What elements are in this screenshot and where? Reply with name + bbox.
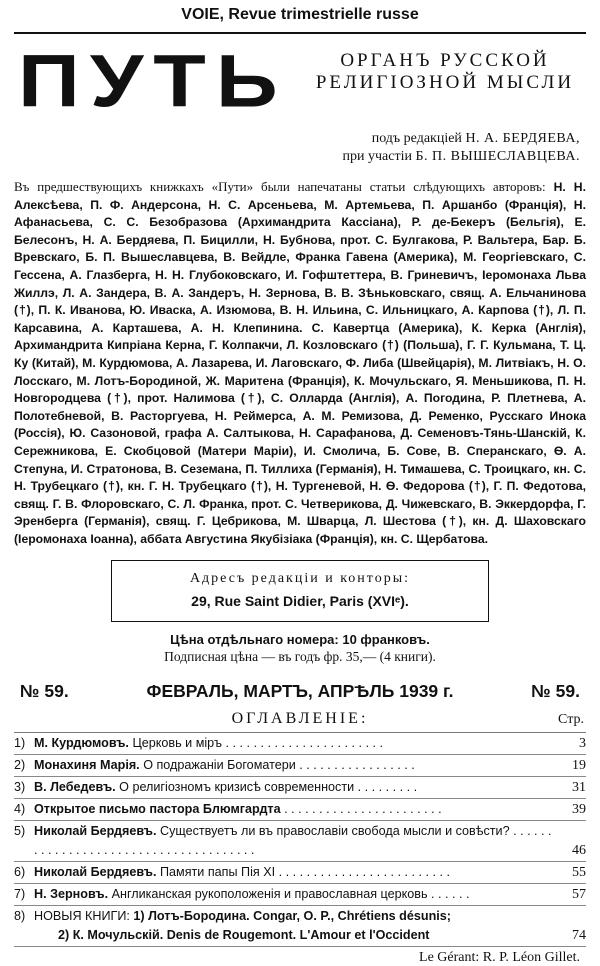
toc-entry-author: Николай Бердяевъ. [34, 824, 157, 839]
toc-entry-number: 7) [14, 887, 26, 902]
toc-entry-number: 8) [14, 909, 26, 924]
authors-paragraph [14, 178, 586, 548]
toc-entry-number: 2) [14, 758, 26, 773]
toc-entry-page: 74 [572, 928, 586, 944]
authors-list: Н. Н. Алексѣева, П. Ф. Андерсона, Н. С. Арсеньева, М. Артемьева, П. Аршанбо (Франція), Н. Афанасьева, С. С. Безобразова (Архимандрита Кассіана), Р. де-Бекеръ (Бельгія), Е. Белесонъ, Н. А. Бердяева, П. Бицилли, Н. Бубнова, прот. С. Булгакова, Р. Вальтера, Бар. Б. Вревскаго, Б. П. Вышеславцева, В. Вейдле, Франка Гавена (Америка), М. Георгіевскаго, С. Гессена, А. Глазберга, Н. Н. Глубоковскаго, И. Гофштеттера, В. Гриневичъ, Іеромонаха Льва Жиллэ, Л. А. Зандера, В. А. Зандеръ, Н. Зернова, В. В. Зѣньковскаго, свящ. А. Ельчанинова (†), П. К. Иванова, Ю. Иваска, А. Изюмова, В. Н. Ильина, С. Ильницкаго, А. Карпова (†), Л. П. Карсавина, А. Карташева, А. Н. Клепинина. С. Кавертца (Америка), К. Керка (Англія), Архимандрита Кипріана Керна, Г. Колпакчи, Л. Козловскаго (†) (Польша), Г. Г. Кульмана, Т. Ц. Ку (Китай), М. Курдюмова, А. Лазарева, И. Лаговскаго, Ф. Либа (Швейцарія), М. Литвіакъ, Н. О. Лосскаго, М. Лотъ-Бородиной, Ж. Маритена (Франція), К. Мочульскаго, Я. Меньшикова, П. Н. Новгородцева (†), прот. Налимова (†), С. Олларда (Англія), А. Погодина, Р. Плетнева, А. Полотебневой, В. Расторгуева, Н. Реймерса, А. М. Ремизова, Д. Ременко, Русскаго Инока (Россія), Ю. Сазоновой, графа А. Салтыкова, Н. Сарафанова, Д. Семеновъ-Тянь-Шанскій, К. Сережникова, Е. Скобцовой (Матери Маріи), И. Смолича, Б. Сове, В. Сперанскаго, Ѳ. А. Степуна, И. Стратонова, В. Сеземана, П. Тиллиха (Германія), Н. Тимашева, С. Троицкаго, кн. С. Н. Трубецкаго (†), кн. Г. Н. Трубецкаго (†), Н. Тургеневой, Н. Ѳ. Федорова (†), Г. П. Федотова, свящ. Г. В. Флоровскаго, С. Л. Франка, прот. С. Четверикова, Д. Чижевскаго, В. Эккердорфа, Г. Эренберга (Германія), свящ. Г. Цебрикова, М. Шварца, Л. Шестова (†), кн. Д. Шаховскаго (Іеромонаха Іоанна), аббата Августина Якубізіака (Франція), кн. С. Щербатова. [14, 180, 586, 546]
address-box [111, 560, 489, 622]
toc-entry-title: О религіозномъ кризисѣ современности . . . . . . . . . [119, 780, 418, 795]
address-value: 29, Rue Saint Didier, Paris (XVIᵉ). [191, 593, 409, 610]
authors-lead: Въ предшествующихъ книжкахъ «Пути» были напечатаны статьи слѣдующихъ авторовъ: [14, 179, 546, 194]
issue-number-right: № 59. [531, 681, 580, 702]
toc-entry [14, 821, 586, 862]
journal-subtitle-latin: VOIE, Revue trimestrielle russe [181, 6, 419, 23]
masthead [14, 40, 586, 128]
toc-entry-page: 46 [572, 843, 586, 859]
tagline-line1: ОРГАНЪ РУССКОЙ [340, 50, 550, 71]
toc-entry-title: . . . . . . . . . . . . . . . . . . . . . . . [284, 802, 442, 817]
toc-entry-number: 6) [14, 865, 26, 880]
toc-entry-author: Николай Бердяевъ. [34, 865, 157, 880]
toc-entry-number: 1) [14, 736, 26, 751]
toc-entry [14, 799, 586, 821]
toc-entry-title: Памяти папы Пія XI . . . . . . . . . . . . . . . . . . . . . . . . . [160, 865, 451, 880]
toc-entry-number: 3) [14, 780, 26, 795]
top-rule [14, 32, 586, 34]
editor-prefix: подъ редакціей [371, 131, 462, 146]
toc-entry-title: Церковь и міръ . . . . . . . . . . . . . . . . . . . . . . . [132, 736, 383, 751]
participation-prefix: при участіи [342, 149, 412, 164]
toc-entry-page: 57 [572, 887, 586, 903]
toc-entry-author: Открытое письмо пастора Блюмгардта [34, 802, 281, 817]
toc-entry-title: Существуетъ ли въ православіи свобода мысли и совѣсти? . . . . . . . . . . . . . . . . . . . . . . . . . . . . . . . . . . . . . . [34, 824, 552, 858]
new-books-item-2: 2) К. Мочульскій. Denis de Rougemont. L'Amour et l'Occident [58, 928, 430, 943]
toc-entry-title: О подражаніи Богоматери . . . . . . . . . . . . . . . . . [143, 758, 415, 773]
toc-entry [14, 733, 586, 755]
participation-name: Б. П. ВЫШЕСЛАВЦЕВА. [415, 149, 580, 164]
editor-name: Н. А. БЕРДЯЕВА, [465, 131, 580, 146]
tagline-line2: РЕЛИГІОЗНОЙ МЫСЛИ [315, 72, 575, 93]
toc-entry-page: 19 [572, 758, 586, 774]
gerant-line: Le Gérant: R. P. Léon Gillet. [419, 950, 580, 966]
issue-number-left: № 59. [20, 681, 69, 702]
address-label: Адресъ редакціи и конторы: [189, 571, 411, 587]
toc-page-header: Стр. [558, 712, 584, 728]
toc-header [14, 710, 586, 732]
new-books-label: НОВЫЯ КНИГИ: [34, 909, 130, 924]
toc-entry-page: 3 [579, 736, 586, 752]
toc-entry [14, 755, 586, 777]
table-of-contents [14, 732, 586, 947]
editor-block [14, 130, 586, 166]
issue-dates: ФЕВРАЛЬ, МАРТЪ, АПРѢЛЬ 1939 г. [146, 681, 454, 702]
toc-entry-number: 4) [14, 802, 26, 817]
toc-entry [14, 884, 586, 906]
toc-entry [14, 777, 586, 799]
toc-entry-author: М. Курдюмовъ. [34, 736, 129, 751]
toc-entry-page: 31 [572, 780, 586, 796]
toc-title: ОГЛАВЛЕНІЕ: [231, 710, 369, 728]
subscription-price: Подписная цѣна — въ годъ фр. 35,— (4 книги). [164, 649, 436, 665]
toc-entry-number: 5) [14, 824, 26, 839]
toc-entry-author: Монахиня Марія. [34, 758, 140, 773]
toc-entry-new-books [14, 906, 586, 947]
journal-tagline [310, 50, 580, 94]
toc-entry [14, 862, 586, 884]
toc-entry-page: 39 [572, 802, 586, 818]
new-books-item-1: 1) Лотъ-Бородина. Congar, O. P., Chrétiens désunis; [133, 909, 451, 924]
journal-cover [14, 0, 586, 966]
toc-entry-title: Англиканская рукоположенія и православная церковь . . . . . . [111, 887, 470, 902]
toc-entry-page: 55 [572, 865, 586, 881]
journal-title: ПУТЬ [18, 40, 288, 123]
toc-entry-author: В. Лебедевъ. [34, 780, 116, 795]
single-issue-price: Цѣна отдѣльнаго номера: 10 франковъ. [170, 632, 430, 648]
toc-entry-author: Н. Зерновъ. [34, 887, 109, 902]
issue-line [14, 681, 586, 702]
